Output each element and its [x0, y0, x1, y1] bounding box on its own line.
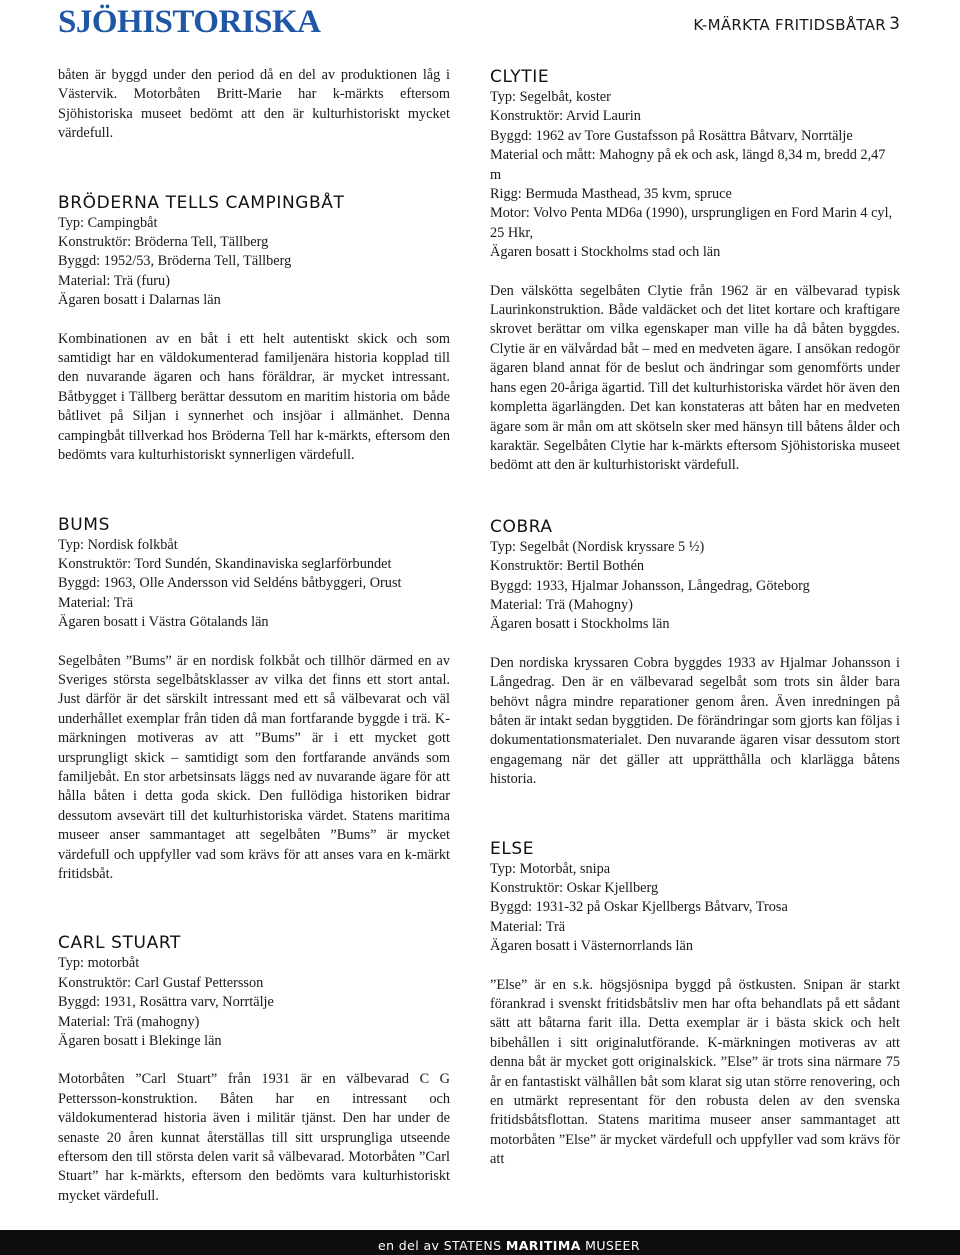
meta-designer: Konstruktör: Bröderna Tell, Tällberg	[58, 234, 269, 251]
meta-built: Byggd: 1962 av Tore Gustafsson på Rosättra Båtvarv, Norrtälje	[490, 127, 853, 144]
meta-owner: Ägaren bosatt i Västra Götalands län	[58, 614, 269, 631]
meta-material: Material: Trä (furu)	[58, 272, 170, 289]
meta-owner: Ägaren bosatt i Blekinge län	[58, 1033, 222, 1050]
meta-material: Material: Trä	[58, 594, 134, 611]
intro-paragraph: båten är byggd under den period då en del av produktionen låg i Västervik. Motorbåten Britt-Marie har k-märkts eftersom Sjöhistoriska museet bedömt att den är kulturhistoriskt mycket värdefull.	[58, 67, 450, 142]
article-meta	[58, 954, 450, 1051]
meta-owner: Ägaren bosatt i Stockholms stad och län	[490, 244, 721, 261]
article-heading: ELSE	[490, 838, 535, 859]
article-body: Kombinationen av en båt i ett helt autentiskt skick och som samtidigt har en väldokumenterad familjenära historia kopplad till den nuvarande ägaren och hans föräldrar, är mycket intressant. Båtbygget i Tällberg berättar dessutom en maritim historia om både båtlivet på Siljan i synnerhet och insjöar i allmänhet. Denna campingbåt tillverkad hos Bröderna Tell har k-märkts, eftersom den bedömts vara kulturhistoriskt synnerligen värdefull.	[58, 330, 450, 464]
article-heading: CLYTIE	[490, 67, 550, 87]
page-number: 3	[889, 14, 900, 34]
article-heading: BRÖDERNA TELLS CAMPINGBÅT	[58, 192, 345, 213]
meta-designer: Konstruktör: Arvid Laurin	[490, 108, 641, 125]
article-heading: CARL STUART	[58, 933, 181, 954]
footer-prefix: en del av	[378, 1238, 444, 1253]
sjohistoriska-logo: SJÖHISTORISKA	[58, 4, 321, 40]
meta-designer: Konstruktör: Tord Sundén, Skandinaviska seglarförbundet	[58, 555, 392, 572]
meta-built: Byggd: 1933, Hjalmar Johansson, Långedrag, Göteborg	[490, 577, 810, 594]
meta-built: Byggd: 1952/53, Bröderna Tell, Tällberg	[58, 253, 292, 270]
meta-owner: Ägaren bosatt i Stockholms län	[490, 616, 670, 633]
article-meta	[490, 88, 900, 263]
right-column	[490, 66, 900, 1170]
meta-type: Typ: Campingbåt	[58, 214, 158, 231]
meta-built: Byggd: 1931, Rosättra varv, Norrtälje	[58, 994, 274, 1011]
left-column	[58, 66, 450, 1206]
article-meta	[490, 860, 900, 957]
meta-engine: Motor: Volvo Penta MD6a (1990), ursprungligen en Ford Marin 4 cyl, 25 Hkr,	[490, 205, 893, 241]
section-title: K-MÄRKTA FRITIDSBÅTAR	[693, 16, 886, 34]
article-cobra	[490, 516, 900, 790]
meta-material: Material: Trä (Mahogny)	[490, 596, 633, 613]
meta-owner: Ägaren bosatt i Dalarnas län	[58, 292, 221, 309]
article-heading: COBRA	[490, 516, 553, 537]
meta-designer: Konstruktör: Carl Gustaf Pettersson	[58, 974, 264, 991]
meta-designer: Konstruktör: Oskar Kjellberg	[490, 880, 659, 896]
meta-designer: Konstruktör: Bertil Bothén	[490, 558, 645, 575]
meta-material: Material: Trä	[490, 918, 566, 935]
article-meta	[58, 214, 450, 311]
meta-owner: Ägaren bosatt i Västernorrlands län	[490, 938, 694, 955]
article-broderna-tell	[58, 192, 450, 466]
meta-material: Material: Trä (mahogny)	[58, 1013, 200, 1030]
article-heading: BUMS	[58, 514, 110, 535]
article-body: Den nordiska kryssaren Cobra byggdes 1933 av Hjalmar Johansson i Långedrag. Den är en välbevarad segelbåt som trots sin ålder bara behövt några mindre reparationer genom åren. Även inredningen på båten är intakt sedan byggtiden. De förändringar som gjorts kan följas i dokumentationsmaterialet. Den nuvarande ägaren visar dessutom stort engagemang när det gäller att upprätthålla och klarlägga båtens historia.	[490, 654, 900, 788]
meta-type: Typ: Segelbåt, koster	[490, 89, 611, 105]
article-body: Motorbåten ”Carl Stuart” från 1931 är en välbevarad C G Pettersson-konstruktion. Båten har en intressant och väldokumenterad historia även i militär tjänst. Den har under de senaste 20 åren kunnat återställas till sitt ursprungliga utseende eftersom den till största delen varit så välbevarad. Motorbåten ”Carl Stuart” har k-märkts, eftersom den bedömts vara kulturhistoriskt mycket värdefull.	[58, 1071, 450, 1204]
article-meta	[490, 538, 900, 635]
footer-museer: MUSEER	[580, 1238, 640, 1253]
article-body: ”Else” är en s.k. högsjösnipa byggd på östkusten. Snipan är starkt förankrad i svenskt fritidsbåtsliv men har ofta behandlats på ett sådant sätt att båtarna farit illa. Detta exemplar är i bästa skick och helt bibehållen i sitt originalutförande. K-märkningen motiveras av att denna båt är mycket gott originalskick. ”Else” är trots sina närmare 75 år en fantastiskt välhållen båt som klarat sig utan större renovering, och en utmärkt representant för den robusta delen av den svenska fritidsbåtsflottan. Statens maritima museer anser sammantaget att motorbåten ”Else” är mycket värdefull och uppfyller vad som krävs för att	[490, 976, 900, 1168]
article-clytie	[490, 66, 900, 476]
article-meta	[58, 536, 450, 633]
footer-maritima: MARITIMA	[505, 1238, 581, 1253]
meta-rig: Rigg: Bermuda Masthead, 35 kvm, spruce	[490, 186, 732, 203]
meta-built: Byggd: 1931-32 på Oskar Kjellbergs Båtvarv, Trosa	[490, 899, 788, 916]
meta-type: Typ: motorbåt	[58, 955, 140, 972]
article-bums	[58, 514, 450, 885]
article-body: Segelbåten ”Bums” är en nordisk folkbåt och tillhör därmed en av Sveriges största segelbåtsklasser av vilka det finns ett stort antal. Just därför är det särskilt intressant med ett så välbevarat och väl underhållet exemplar från tiden då man fortfarande byggde i trä. K-märkningen motiveras av att ”Bums” är i ett mycket gott ursprungligt skick – samtidigt som den fortfarande används som familjebåt. En stor arbetsinsats läggs ned av nuvarande ägare för att hålla båten i detta goda skick. Den fullödiga historiken bidrar dessutom avsevärt till det kulturhistoriska värdet. Statens maritima museer anser sammantaget att segelbåten ”Bums” är mycket värdefull och uppfyller vad som krävs för att anses vara en k-märkt fritidsbåt.	[58, 652, 450, 882]
footer-credit	[378, 1238, 640, 1253]
footer-statens: STATENS	[443, 1238, 506, 1253]
article-else	[490, 838, 900, 1170]
article-carl-stuart	[58, 932, 450, 1206]
meta-type: Typ: Motorbåt, snipa	[490, 860, 611, 877]
meta-material: Material och mått: Mahogny på ek och ask, längd 8,34 m, bredd 2,47 m	[490, 147, 886, 183]
meta-built: Byggd: 1963, Olle Andersson vid Seldéns båtbyggeri, Orust	[58, 575, 402, 592]
meta-type: Typ: Segelbåt (Nordisk kryssare 5 ½)	[490, 538, 705, 555]
article-body: Den välskötta segelbåten Clytie från 1962 är en välbevarad typisk Laurinkonstruktion. Både valdäcket och det litet kortare och kraftigare skrovet berättar om vilka egenskaper man ville ha då båten byggdes. Clytie är en välvårdad båt – med en medveten ägare. I ansökan redogör ägaren bland annat för de beslut och ändringar som genomförts under hans egen 20-åriga ägartid. Till det kulturhistoriska värdet hör även den kompletta ägarlängden. Det kan konstateras att båten har en medveten ägare som är mån om att skötseln sker med hänsyn till båtens ålder och karaktär. Segelbåten Clytie har k-märkts eftersom Sjöhistoriska museet bedömt att den är kulturhistoriskt värdefull.	[490, 282, 900, 474]
meta-type: Typ: Nordisk folkbåt	[58, 536, 178, 553]
